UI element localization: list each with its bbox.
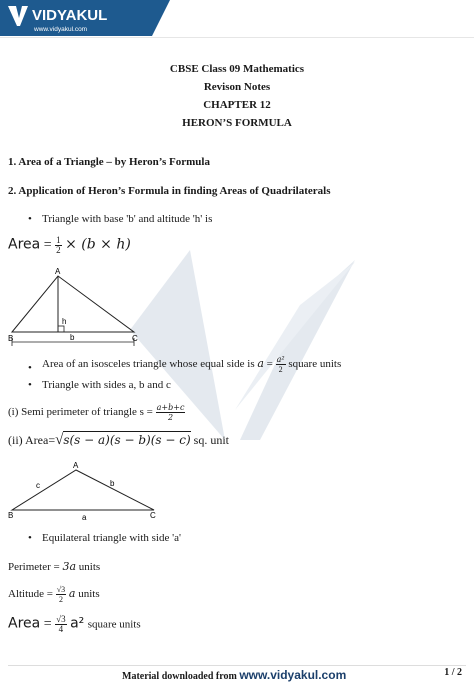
side-c-label: c	[36, 481, 40, 490]
vertex-b-label: B	[8, 334, 14, 343]
chapter-title: HERON’S FORMULA	[182, 117, 292, 129]
vidyakul-logo[interactable]	[0, 0, 170, 36]
bullet-dot: •	[28, 379, 32, 391]
semi-perimeter-formula: (i) Semi perimeter of triangle s = $\frac{a+b+c}{2}$	[8, 403, 185, 422]
brand-name: VIDYAKUL	[32, 7, 108, 24]
bullet-dot: •	[28, 362, 32, 374]
base-label: b	[70, 333, 75, 342]
altitude-formula: Altitude = $\frac{√3}{2}$ a units	[8, 585, 100, 604]
equilateral-area-formula: Area = $\frac{√3}{4}$ a² square units	[8, 614, 141, 634]
header-divider	[0, 37, 474, 38]
section-heading-2: 2. Application of Heron’s Formula in finding Areas of Quadrilaterals	[8, 185, 331, 197]
vertex-c-label: C	[132, 334, 138, 343]
height-label: h	[62, 317, 67, 326]
vertex-c-label: C	[150, 511, 156, 520]
bullet-isosceles: Area of an isosceles triangle whose equal side is a = $\frac{\text{a²}}{2}$ square units	[42, 355, 342, 374]
triangle-three-sides-figure	[6, 460, 161, 522]
chapter-number: CHAPTER 12	[203, 99, 271, 111]
heron-formula: (ii) Area=√s(s − a)(s − b)(s − c) sq. unit	[8, 432, 230, 448]
bullet-dot: •	[28, 532, 32, 544]
bullet-three-sides: Triangle with sides a, b and c	[42, 379, 171, 391]
vertex-a-label: A	[55, 267, 61, 276]
footer-credit	[122, 668, 346, 682]
perimeter-formula: Perimeter = 3a units	[8, 560, 101, 573]
subject-title: CBSE Class 09 Mathematics	[169, 63, 305, 75]
bullet-dot: •	[28, 213, 32, 225]
vertex-a-label: A	[73, 461, 79, 470]
bullet-base-altitude: Triangle with base 'b' and altitude 'h' is	[42, 213, 213, 225]
footer-link[interactable]: www.vidyakul.com	[239, 668, 347, 682]
bullet-equilateral: Equilateral triangle with side 'a'	[42, 532, 181, 544]
brand-url: www.vidyakul.com	[34, 26, 88, 33]
triangle-base-altitude-figure	[6, 266, 141, 348]
notes-title: Revison Notes	[203, 81, 271, 93]
footer-text: Material downloaded from	[122, 671, 237, 682]
side-a-label: a	[82, 513, 87, 522]
area-formula: Area = $\frac{1}{2}$ × (b × h)	[8, 235, 131, 255]
vertex-b-label: B	[8, 511, 14, 520]
section-heading-1: 1. Area of a Triangle – by Heron’s Formula	[8, 156, 210, 168]
footer-divider	[8, 665, 466, 666]
side-b-label: b	[110, 479, 115, 488]
page-number: 1 / 2	[444, 667, 462, 678]
